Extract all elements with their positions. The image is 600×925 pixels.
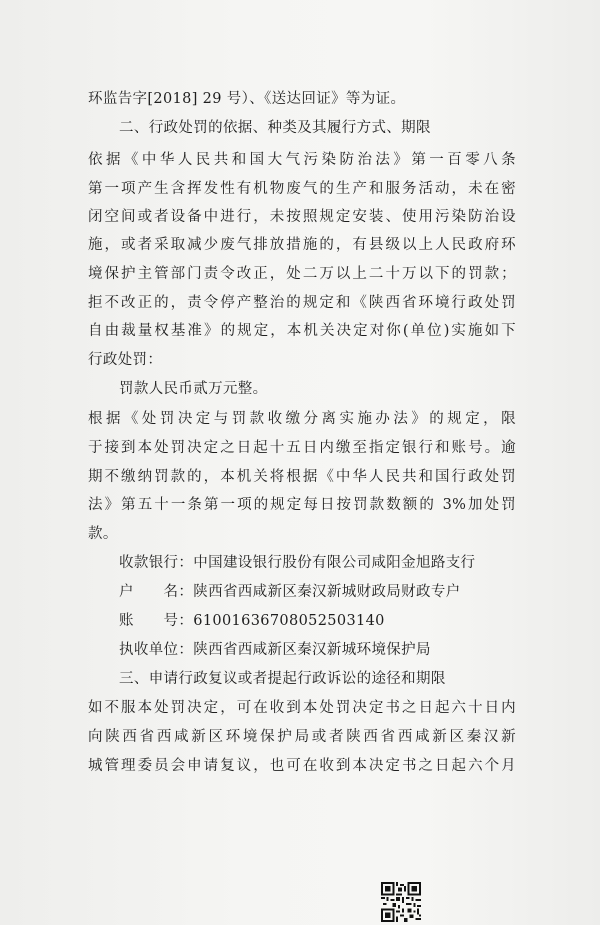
text-line: 依据《中华人民共和国大气污染防治法》第一百零八条 [88, 152, 516, 168]
account-name: 户 名：陕西省西咸新区秦汉新城财政局财政专户 [119, 584, 461, 600]
text-line: 于接到本处罚决定之日起十五日内缴至指定银行和账号。逾 [88, 440, 516, 456]
text-line: 款。 [88, 526, 118, 542]
qr-code-icon [380, 882, 422, 922]
text-line: 施，或者采取减少废气排放措施的，有县级以上人民政府环 [88, 237, 516, 253]
text-line: 闭空间或者设备中进行，未按照规定安装、使用污染防治设 [88, 209, 516, 225]
text-line: 行政处罚： [88, 352, 163, 368]
text-line: 第一项产生含挥发性有机物废气的生产和服务活动，未在密 [88, 181, 516, 197]
account-number: 账 号：61001636708052503140 [119, 613, 385, 629]
text-line: 城管理委员会申请复议，也可在收到本决定书之日起六个月 [88, 758, 516, 774]
text-line: 法》第五十一条第一项的规定每日按罚款数额的 3%加处罚 [88, 497, 516, 513]
fine-amount: 罚款人民币贰万元整。 [119, 381, 268, 397]
text-line: 期不缴纳罚款的，本机关将根据《中华人民共和国行政处罚 [88, 469, 516, 485]
payee-bank: 收款银行：中国建设银行股份有限公司咸阳金旭路支行 [119, 555, 476, 571]
section-heading: 三、申请行政复议或者提起行政诉讼的途径和期限 [119, 671, 446, 687]
text-line: 自由裁量权基准》的规定，本机关决定对你(单位)实施如下 [88, 323, 516, 339]
text-line: 拒不改正的，责令停产整治的规定和《陕西省环境行政处罚 [88, 295, 516, 311]
text-line: 向陕西省西咸新区环境保护局或者陕西省西咸新区秦汉新 [88, 729, 516, 745]
collecting-unit: 执收单位：陕西省西咸新区秦汉新城环境保护局 [119, 642, 431, 658]
text-line: 环监告字[2018] 29 号）、《送达回证》等为证。 [88, 91, 406, 107]
text-line: 如不服本处罚决定，可在收到本处罚决定书之日起六十日内 [88, 700, 516, 716]
text-line: 境保护主管部门责令改正，处二万以上二十万以下的罚款； [88, 266, 516, 282]
text-line: 根据《处罚决定与罚款收缴分离实施办法》的规定，限 [88, 411, 516, 427]
section-heading: 二、行政处罚的依据、种类及其履行方式、期限 [119, 120, 431, 136]
